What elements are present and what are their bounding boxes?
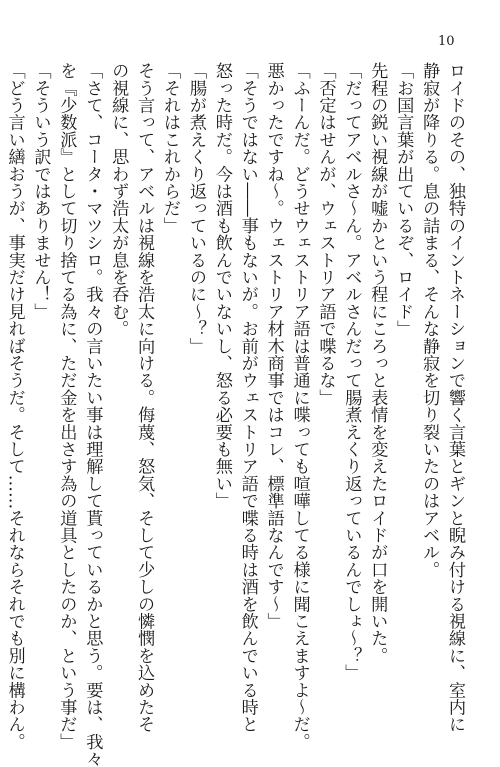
text-line: 先程の鋭い視線が嘘かという程にころっと表情を変えたロイドが口を開いた。 [367, 62, 388, 664]
text-line: 「否定はせんが、ウェストリア語で喋るな」 [315, 62, 336, 406]
text-line: 「そうではない――事もないが。お前がウェストリア語で喋る時は酒を飲んでいる時と [237, 62, 258, 733]
text-line: を『少数派』として切り捨てる為に、ただ金を出さす為の道具としたのか、という事だ」 [56, 62, 77, 750]
text-line: 「そういう訳ではありません！」 [30, 62, 51, 320]
text-line: そう言って、アベルは視線を浩太に向ける。侮蔑、怒気、そして少しの憐憫を込めたそ [134, 62, 155, 733]
text-line: 「どう言い繕おうが、事実だけ見ればそうだ。そして……それならそれでも別に構わん。 [4, 62, 25, 750]
body-text [4, 62, 467, 767]
text-line: 「ふーんだ。どうせウェストリア語は普通に喋っても喧嘩してる様に聞こえますよ～だ。 [289, 62, 310, 750]
text-line: 「腸が煮えくり返っているのに～？」 [185, 62, 206, 355]
page-number: 10 [438, 34, 455, 49]
text-line: の視線に、思わず浩太が息を呑む。 [108, 62, 129, 338]
text-line: 悪かったですね～。ウェストリア材木商事ではコレ、標準語なんです～」 [263, 62, 284, 630]
text-line: 「だってアベルさ～ん。アベルさんだって腸煮えくり返っているんでしょ～？」 [341, 62, 362, 682]
text-line: 静寂が降りる。息の詰まる、そんな静寂を切り裂いたのはアベル。 [419, 62, 440, 578]
text-line: 「さて、コータ・マツシロ。我々の言いたい事は理解して貰っているかと思う。要は、我々 [82, 62, 103, 767]
text-line: ロイドのその、独特のイントネーションで響く言葉とギンと睨み付ける視線に、室内に [445, 62, 465, 733]
text-line: 「お国言葉が出ているぞ、ロイド」 [393, 62, 414, 338]
text-line: 怒った時だ。今は酒も飲んでいないし、怒る必要も無い」 [211, 62, 232, 510]
text-line: 「それはこれからだ」 [160, 62, 181, 234]
